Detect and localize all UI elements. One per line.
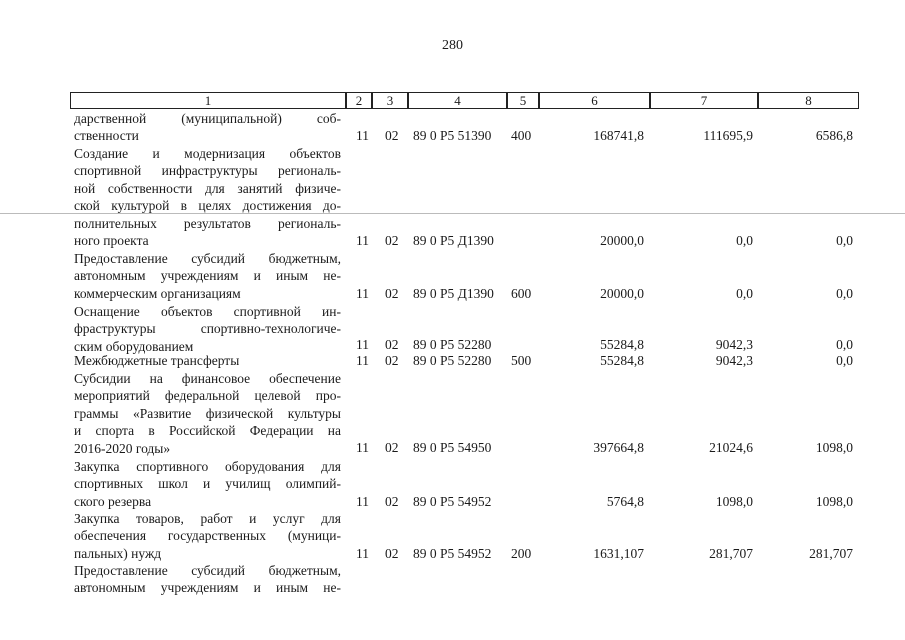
cell-expense-type: 400 bbox=[511, 128, 532, 143]
cell-amount-col6: 1631,107 bbox=[593, 546, 644, 561]
header-col-8: 8 bbox=[758, 92, 859, 109]
cell-amount-col7: 21024,6 bbox=[709, 440, 753, 455]
cell-section: 11 bbox=[356, 546, 369, 561]
cell-subsection: 02 bbox=[385, 440, 399, 455]
cell-amount-col8: 0,0 bbox=[836, 233, 853, 248]
desc-line: автономным учреждениям и иным не- bbox=[74, 580, 341, 596]
cell-section: 11 bbox=[356, 440, 369, 455]
cell-amount-col6: 55284,8 bbox=[600, 337, 644, 352]
header-col-5: 5 bbox=[507, 92, 539, 109]
cell-amount-col6: 168741,8 bbox=[593, 128, 644, 143]
cell-amount-col6: 20000,0 bbox=[600, 286, 644, 301]
row-description bbox=[74, 458, 341, 510]
desc-line: ской культурой в целях достижения до- bbox=[74, 198, 341, 214]
cell-target-article: 89 0 Р5 Д1390 bbox=[413, 233, 494, 248]
desc-line: ским оборудованием bbox=[74, 338, 194, 354]
row-description bbox=[74, 110, 341, 145]
cell-target-article: 89 0 Р5 54950 bbox=[413, 440, 492, 455]
cell-target-article: 89 0 Р5 Д1390 bbox=[413, 286, 494, 301]
cell-amount-col8: 0,0 bbox=[836, 353, 853, 368]
desc-line: спортивной инфраструктуры региональ- bbox=[74, 163, 341, 179]
cell-amount-col8: 0,0 bbox=[836, 286, 853, 301]
row-description bbox=[74, 510, 341, 562]
desc-line: Закупка товаров, работ и услуг для bbox=[74, 511, 341, 526]
desc-line: полнительных результатов региональ- bbox=[74, 215, 341, 231]
desc-line: Предоставление субсидий бюджетным, bbox=[74, 563, 341, 578]
row-description bbox=[74, 370, 341, 457]
cell-amount-col8: 1098,0 bbox=[815, 440, 853, 455]
desc-line: и спорта в Российской Федерации на bbox=[74, 423, 341, 439]
desc-line: спортивных школ и училищ олимпий- bbox=[74, 476, 341, 492]
desc-line: Создание и модернизация объектов bbox=[74, 146, 341, 161]
desc-line: ной собственности для занятий физиче- bbox=[74, 180, 341, 196]
desc-line: граммы «Развитие физической культуры bbox=[74, 405, 341, 421]
desc-line: обеспечения государственных (муници- bbox=[74, 528, 341, 544]
cell-amount-col7: 0,0 bbox=[736, 286, 753, 301]
desc-line: Межбюджетные трансферты bbox=[74, 353, 240, 368]
desc-line: мероприятий федеральной целевой про- bbox=[74, 388, 341, 404]
cell-target-article: 89 0 Р5 51390 bbox=[413, 128, 492, 143]
cell-amount-col7: 9042,3 bbox=[715, 337, 753, 352]
cell-expense-type: 500 bbox=[511, 353, 532, 368]
cell-section: 11 bbox=[356, 494, 369, 509]
cell-section: 11 bbox=[356, 337, 369, 352]
cell-amount-col8: 6586,8 bbox=[815, 128, 853, 143]
cell-amount-col6: 20000,0 bbox=[600, 233, 644, 248]
cell-amount-col7: 0,0 bbox=[736, 233, 753, 248]
cell-amount-col7: 111695,9 bbox=[703, 128, 753, 143]
header-col-7: 7 bbox=[650, 92, 758, 109]
row-description bbox=[74, 250, 341, 302]
desc-line: дарственной (муниципальной) соб- bbox=[74, 111, 341, 126]
desc-line: пальных) нужд bbox=[74, 545, 162, 561]
cell-subsection: 02 bbox=[385, 286, 399, 301]
desc-line: Закупка спортивного оборудования для bbox=[74, 459, 341, 474]
cell-section: 11 bbox=[356, 353, 369, 368]
desc-line: 2016-2020 годы» bbox=[74, 440, 171, 456]
cell-amount-col6: 5764,8 bbox=[606, 494, 644, 509]
cell-subsection: 02 bbox=[385, 353, 399, 368]
cell-target-article: 89 0 Р5 54952 bbox=[413, 494, 492, 509]
cell-subsection: 02 bbox=[385, 546, 399, 561]
desc-line: фраструктуры спортивно-технологиче- bbox=[74, 321, 341, 337]
header-col-3: 3 bbox=[372, 92, 408, 109]
cell-expense-type: 600 bbox=[511, 286, 532, 301]
cell-amount-col6: 397664,8 bbox=[593, 440, 644, 455]
cell-target-article: 89 0 Р5 52280 bbox=[413, 353, 492, 368]
desc-line: автономным учреждениям и иным не- bbox=[74, 268, 341, 284]
cell-amount-col7: 1098,0 bbox=[715, 494, 753, 509]
cell-amount-col8: 0,0 bbox=[836, 337, 853, 352]
cell-amount-col7: 9042,3 bbox=[715, 353, 753, 368]
desc-line: ного проекта bbox=[74, 233, 149, 249]
cell-amount-col6: 55284,8 bbox=[600, 353, 644, 368]
page-number: 280 bbox=[442, 38, 463, 53]
table-header bbox=[70, 92, 859, 109]
cell-amount-col7: 281,707 bbox=[709, 546, 753, 561]
cell-expense-type: 200 bbox=[511, 546, 532, 561]
desc-line: коммерческим организациям bbox=[74, 285, 241, 301]
header-col-6: 6 bbox=[539, 92, 650, 109]
cell-section: 11 bbox=[356, 286, 369, 301]
cell-section: 11 bbox=[356, 128, 369, 143]
desc-line: ского резерва bbox=[74, 493, 152, 509]
header-col-1: 1 bbox=[70, 92, 346, 109]
desc-line: Предоставление субсидий бюджетным, bbox=[74, 251, 341, 266]
cell-subsection: 02 bbox=[385, 337, 399, 352]
cell-section: 11 bbox=[356, 233, 369, 248]
cell-subsection: 02 bbox=[385, 233, 399, 248]
cell-subsection: 02 bbox=[385, 494, 399, 509]
cell-amount-col8: 1098,0 bbox=[815, 494, 853, 509]
cell-target-article: 89 0 Р5 52280 bbox=[413, 337, 492, 352]
row-description bbox=[74, 352, 341, 369]
cell-subsection: 02 bbox=[385, 128, 399, 143]
desc-line: Субсидии на финансовое обеспечение bbox=[74, 371, 341, 386]
row-description bbox=[74, 303, 341, 355]
cell-target-article: 89 0 Р5 54952 bbox=[413, 546, 492, 561]
desc-line: Оснащение объектов спортивной ин- bbox=[74, 304, 341, 319]
row-description bbox=[74, 145, 341, 249]
cell-amount-col8: 281,707 bbox=[809, 546, 853, 561]
header-col-4: 4 bbox=[408, 92, 507, 109]
desc-line: ственности bbox=[74, 128, 139, 144]
row-description bbox=[74, 562, 341, 597]
header-col-2: 2 bbox=[346, 92, 372, 109]
